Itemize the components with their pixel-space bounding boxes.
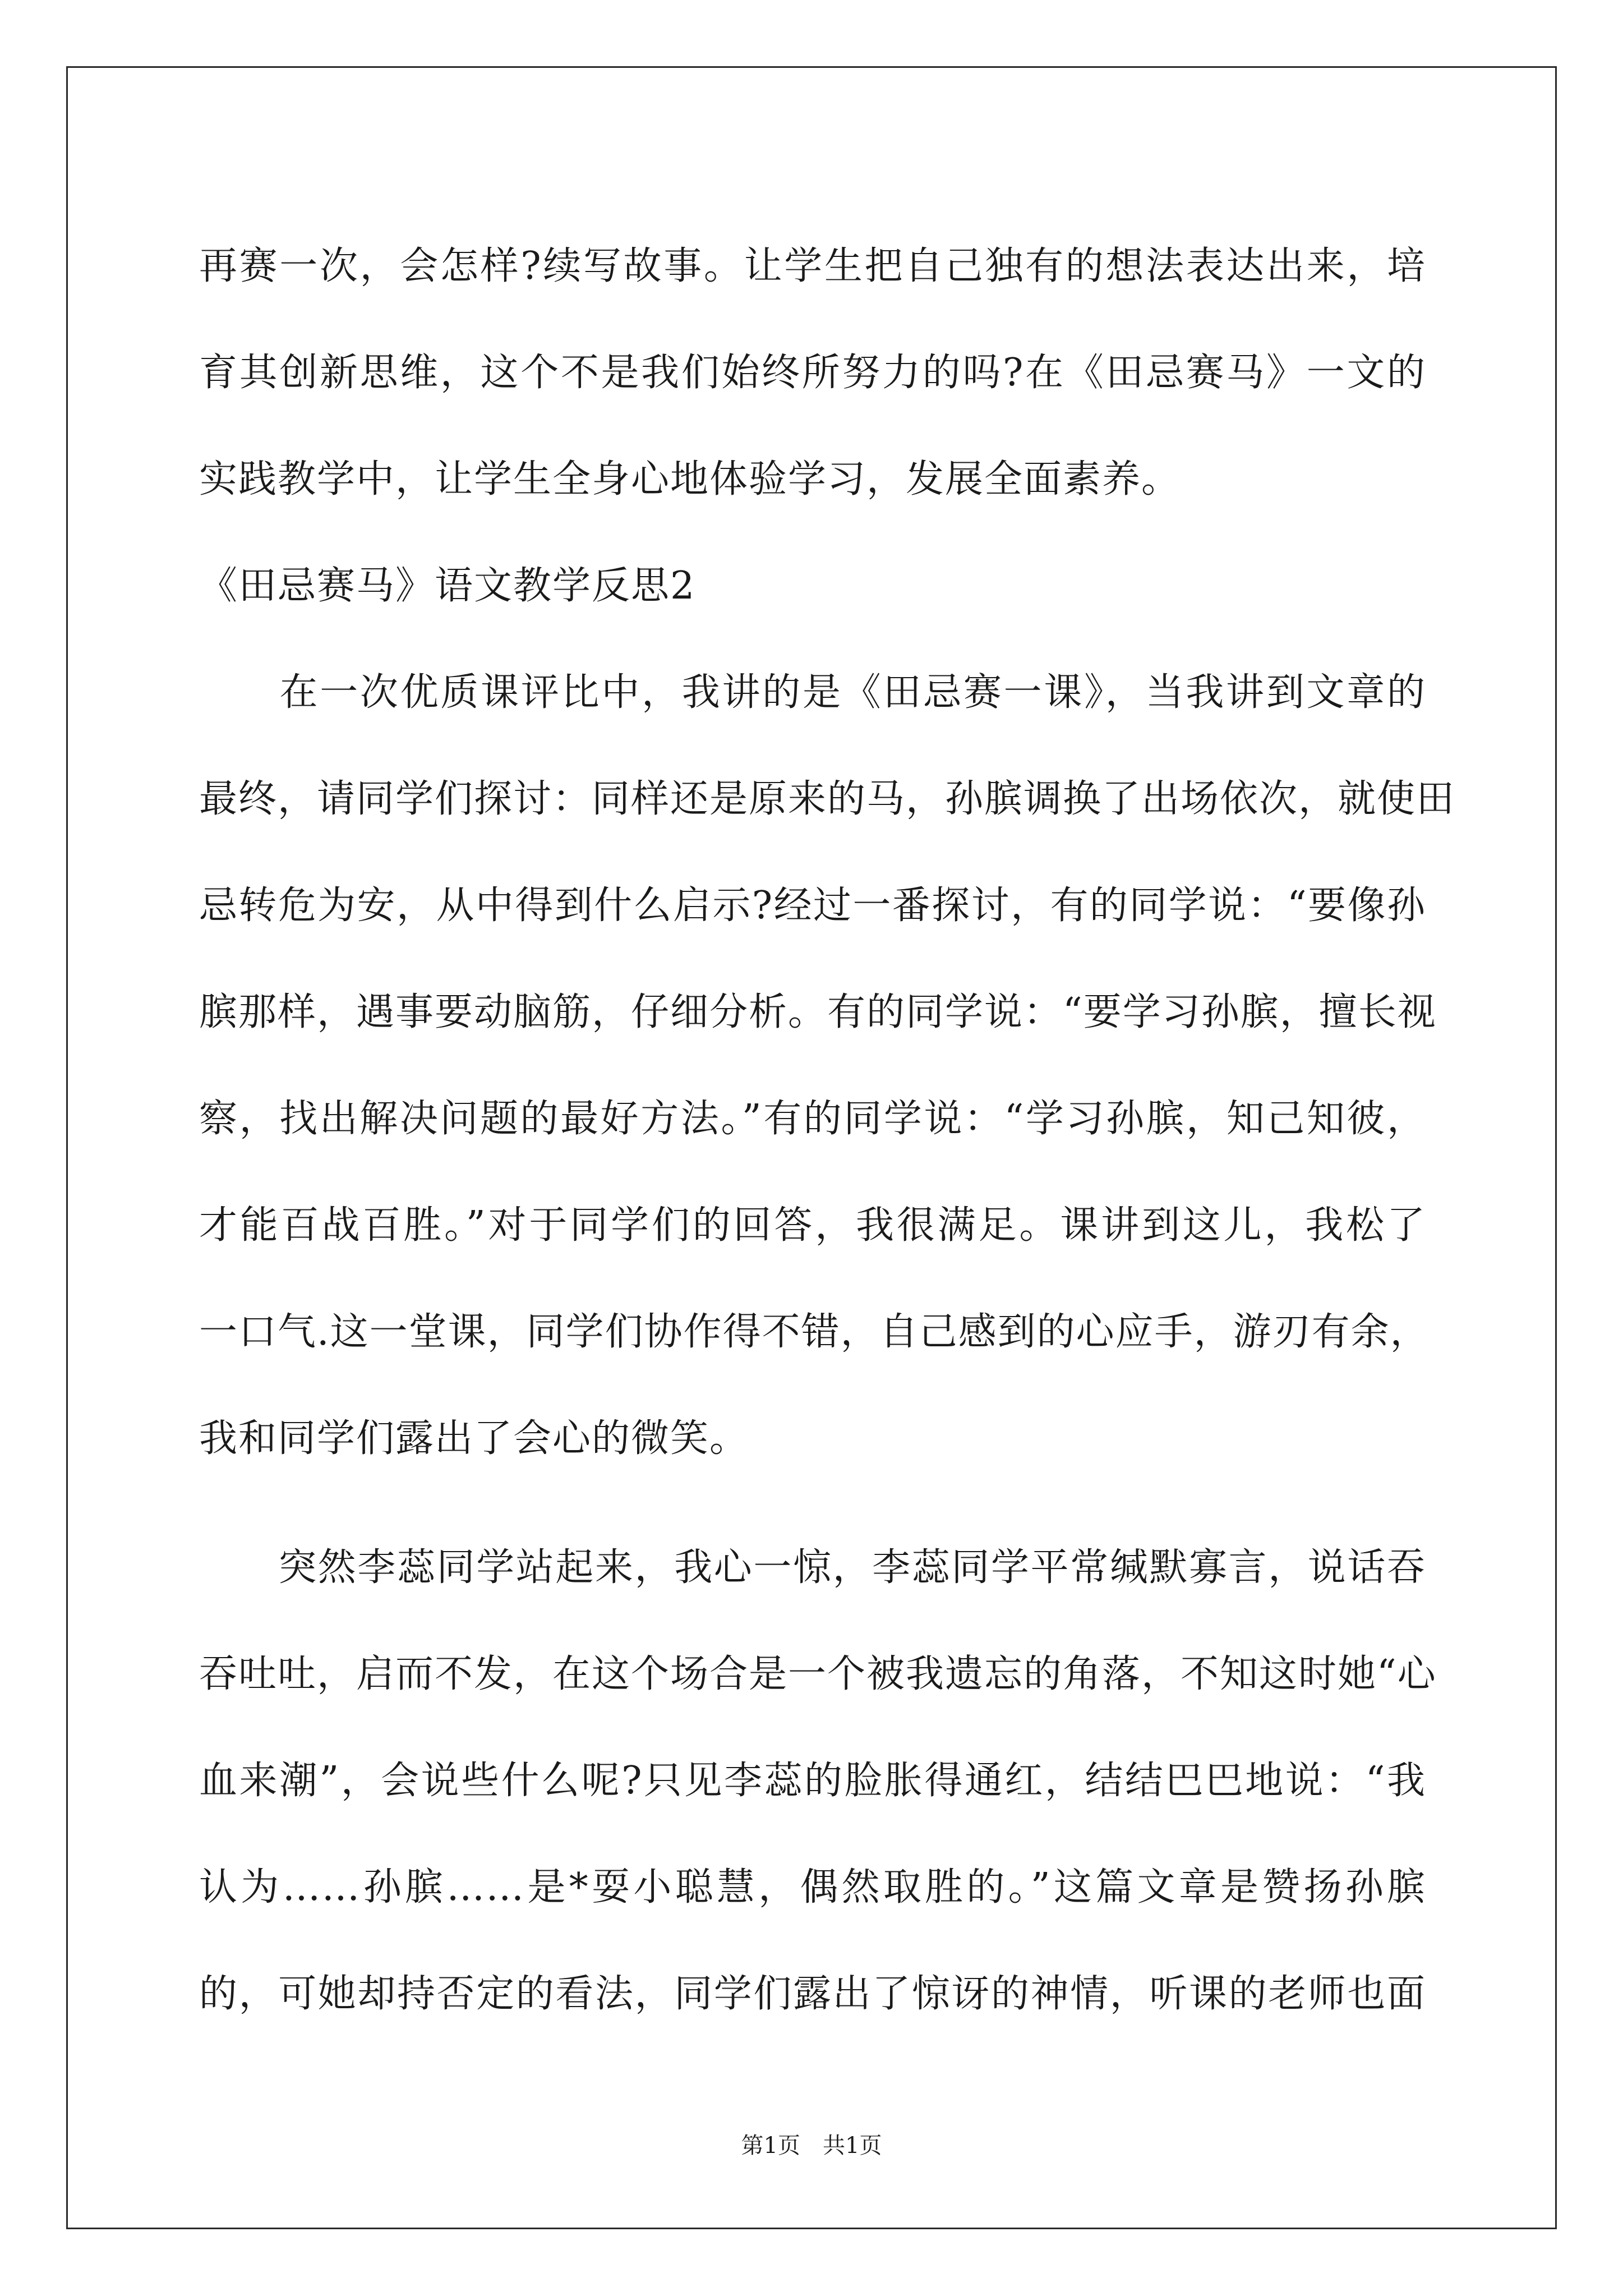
text-line: 才能百战百胜。”对于同学们的回答，我很满足。课讲到这儿，我松了 xyxy=(199,1203,1426,1248)
text-line: 认为……孙膑……是*耍小聪慧，偶然取胜的。”这篇文章是赞扬孙膑 xyxy=(199,1865,1426,1910)
text-line: 忌转危为安，从中得到什么启示?经过一番探讨，有的同学说：“要像孙 xyxy=(199,884,1426,928)
text-line: 再赛一次，会怎样?续写故事。让学生把自己独有的想法表达出来，培 xyxy=(199,244,1426,288)
text-line: 育其创新思维，这个不是我们始终所努力的吗?在《田忌赛马》一文的 xyxy=(199,351,1426,395)
text-line: 膑那样，遇事要动脑筋，仔细分析。有的同学说：“要学习孙膑，擅长视 xyxy=(199,990,1437,1034)
text-line: 吞吐吐，启而不发，在这个场合是一个被我遗忘的角落，不知这时她“心 xyxy=(199,1652,1437,1696)
text-line: 最终，请同学们探讨：同样还是原来的马，孙膑调换了出场依次，就使田 xyxy=(199,777,1456,821)
paragraph-gap xyxy=(199,1492,1426,1515)
text-line: 我和同学们露出了会心的微笑。 xyxy=(199,1416,749,1461)
text-line: 察，找出解决问题的最好方法。”有的同学说：“学习孙膑，知己知彼， xyxy=(199,1097,1426,1141)
text-line: 一口气.这一堂课，同学们协作得不错，自己感到的心应手，游刃有余， xyxy=(199,1310,1430,1354)
text-line: 在一次优质课评比中，我讲的是《田忌赛一课》，当我讲到文章的 xyxy=(199,670,1426,715)
text-line: 实践教学中，让学生全身心地体验学习，发展全面素养。 xyxy=(199,457,1181,501)
document-body xyxy=(199,213,1456,2047)
page-number-footer: 第1页 共1页 xyxy=(741,2133,882,2159)
text-line: 突然李蕊同学站起来，我心一惊，李蕊同学平常缄默寡言，说话吞 xyxy=(199,1545,1426,1590)
text-line: 的，可她却持否定的看法，同学们露出了惊讶的神情，听课的老师也面 xyxy=(199,1972,1426,2016)
text-line: 血来潮”，会说些什么呢?只见李蕊的脸胀得通红，结结巴巴地说：“我 xyxy=(199,1759,1426,1803)
section-title: 《田忌赛马》语文教学反思2 xyxy=(199,564,696,608)
